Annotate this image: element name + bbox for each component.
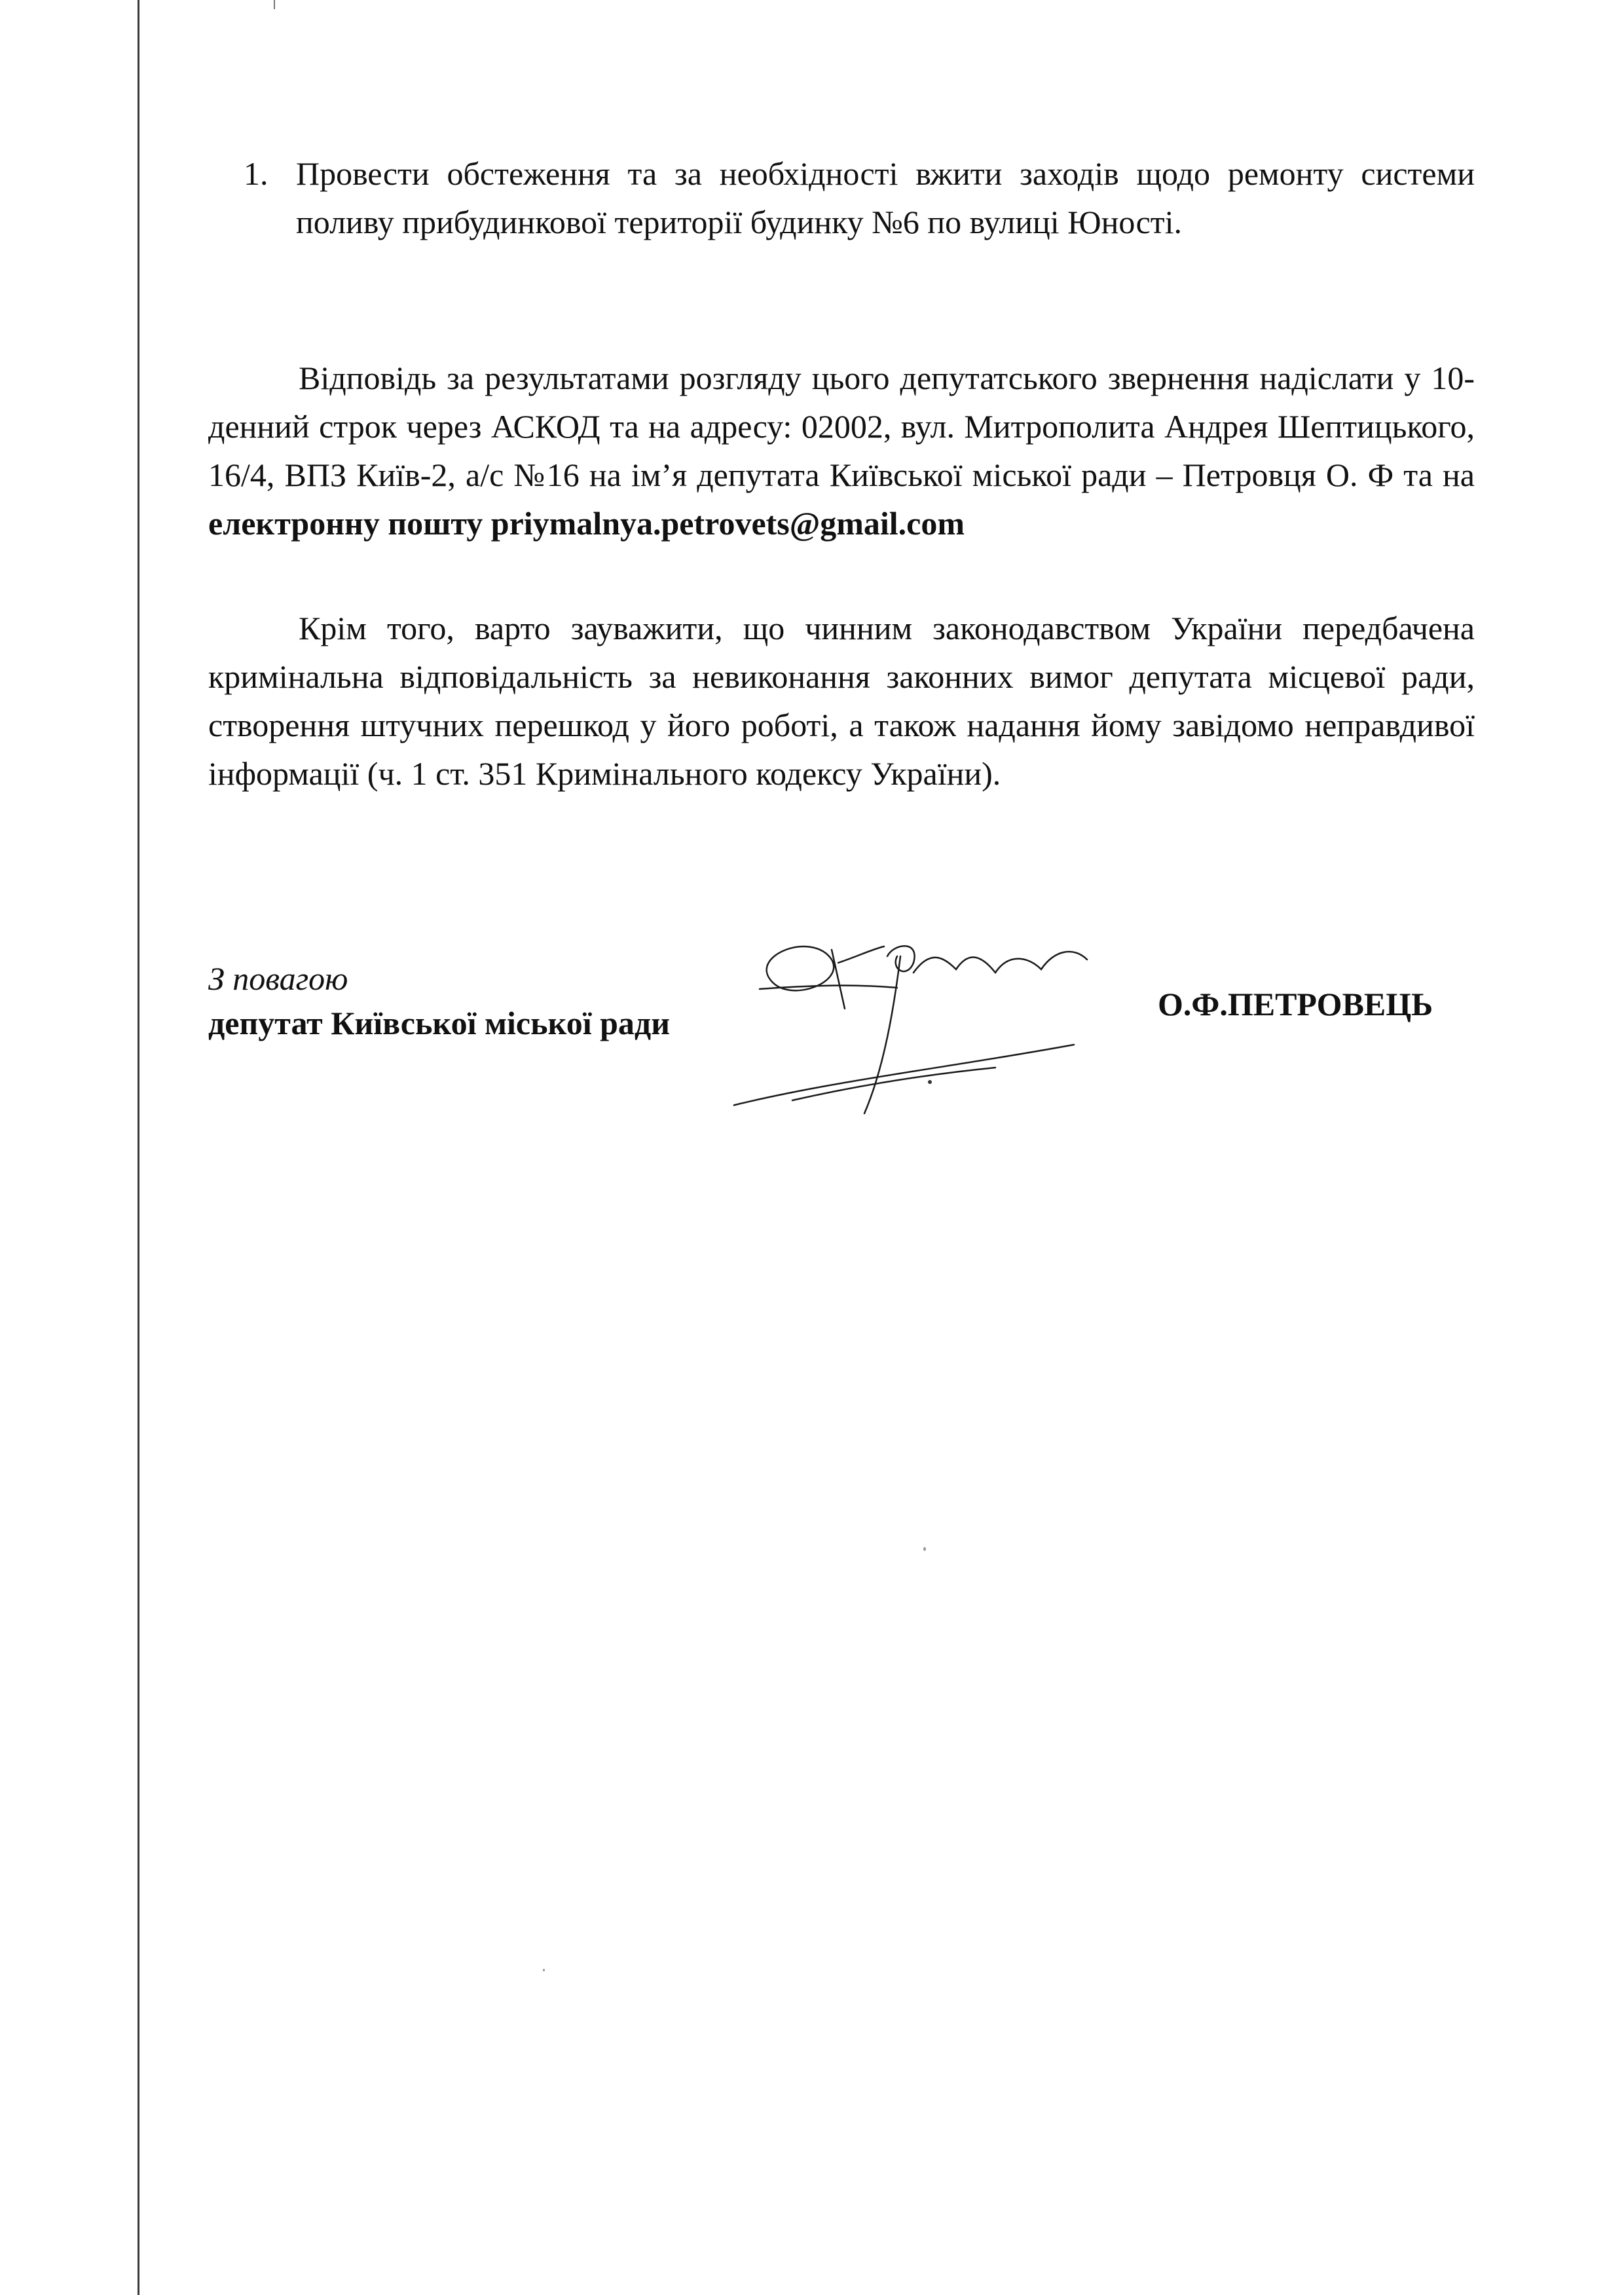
- item-text: Провести обстеження та за необхідності вжити заходів щодо ремонту системи поливу прибудинкової території будинку №6 по вулиці Юності.: [296, 155, 1475, 240]
- response-text: Відповідь за результатами розгляду цього депутатського звернення надіслати у 10-денний строк через АСКОД та на адресу: 02002, вул. Митрополита Андрея Шептицького, 16/4, ВПЗ Київ-2, а/с №16 на ім’я депутата Київської міської ради – Петровця О. Ф та на: [208, 360, 1475, 493]
- signer-name: О.Ф.ПЕТРОВЕЦЬ: [1158, 986, 1433, 1022]
- handwritten-signature: [733, 910, 1139, 1120]
- scan-speck: [543, 1969, 545, 1971]
- signer-title: депутат Київської міської ради: [208, 1005, 671, 1041]
- scan-edge-line: [138, 0, 139, 2295]
- scan-speck: [923, 1547, 926, 1551]
- scan-mark: [274, 0, 275, 9]
- liability-paragraph: Крім того, варто зауважити, що чинним законодавством України передбачена кримінальна відповідальність за невиконання законних вимог депутата місцевої ради, створення штучних перешкод у його роботі, а також надання йому завідомо неправдивої інформації (ч. 1 ст. 351 Кримінального кодексу України).: [208, 610, 1475, 792]
- item-number: 1.: [244, 155, 268, 192]
- closing-respect: З повагою: [208, 960, 348, 997]
- closing-block: [208, 956, 670, 1045]
- email-bold-text: електронну пошту priymalnya.petrovets@gmail.com: [208, 505, 965, 542]
- response-paragraph: [208, 354, 1475, 548]
